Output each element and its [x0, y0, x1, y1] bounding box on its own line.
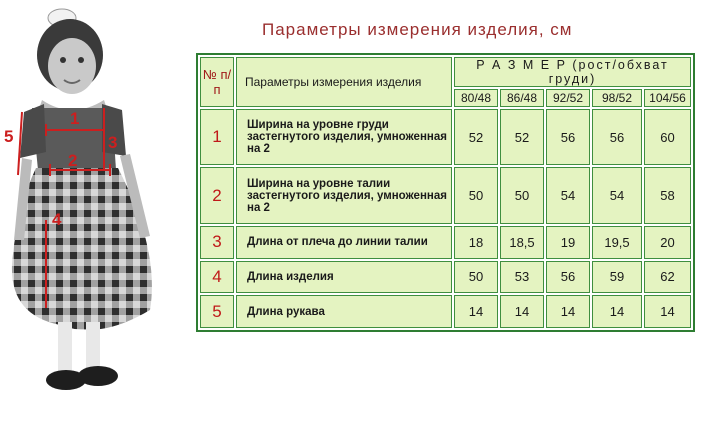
table-cell: 14	[454, 295, 498, 328]
table-cell: 58	[644, 167, 691, 223]
mark-label-3: 3	[108, 133, 118, 152]
table-row	[200, 167, 691, 223]
table-cell: 56	[546, 109, 590, 165]
table-cell: 19,5	[592, 226, 642, 259]
row-number: 3	[200, 226, 234, 259]
table-cell: 52	[500, 109, 544, 165]
table-cell: 14	[500, 295, 544, 328]
row-label: Длина рукава	[236, 295, 452, 328]
row-label: Длина изделия	[236, 261, 452, 294]
row-number: 1	[200, 109, 234, 165]
row-number: 4	[200, 261, 234, 294]
table-cell: 53	[500, 261, 544, 294]
row-label: Ширина на уровне талии застегнутого изделия, умноженная на 2	[236, 167, 452, 223]
table-cell: 50	[454, 167, 498, 223]
table-cell: 54	[546, 167, 590, 223]
table-cell: 56	[592, 109, 642, 165]
table-cell: 50	[500, 167, 544, 223]
table-cell: 14	[592, 295, 642, 328]
size-chart-table	[196, 53, 695, 332]
mark-label-5: 5	[4, 127, 14, 146]
size-col-header: 80/48	[454, 89, 498, 107]
mark-label-1: 1	[70, 109, 80, 128]
row-number: 5	[200, 295, 234, 328]
table-cell: 19	[546, 226, 590, 259]
table-cell: 50	[454, 261, 498, 294]
table-row	[200, 109, 691, 165]
row-label: Длина от плеча до линии талии	[236, 226, 452, 259]
table-cell: 20	[644, 226, 691, 259]
size-col-header: 86/48	[500, 89, 544, 107]
table-row	[200, 295, 691, 328]
table-cell: 18	[454, 226, 498, 259]
page-title: Параметры измерения изделия, см	[262, 20, 573, 39]
mark-label-4: 4	[52, 210, 62, 229]
row-label: Ширина на уровне груди застегнутого изделия, умноженная на 2	[236, 109, 452, 165]
row-number: 2	[200, 167, 234, 223]
param-header: Параметры измерения изделия	[236, 57, 452, 107]
table-cell: 52	[454, 109, 498, 165]
size-col-header: 92/52	[546, 89, 590, 107]
dress-photo	[0, 0, 195, 416]
table-row	[200, 226, 691, 259]
mark-label-2: 2	[68, 151, 78, 170]
num-header: № п/п	[200, 57, 234, 107]
table-row	[200, 261, 691, 294]
size-col-header: 104/56	[644, 89, 691, 107]
table-cell: 14	[644, 295, 691, 328]
size-header: Р А З М Е Р (рост/обхват груди)	[454, 57, 691, 87]
table-cell: 60	[644, 109, 691, 165]
table-cell: 18,5	[500, 226, 544, 259]
table-cell: 62	[644, 261, 691, 294]
table-cell: 14	[546, 295, 590, 328]
table-cell: 56	[546, 261, 590, 294]
size-col-header: 98/52	[592, 89, 642, 107]
table-cell: 59	[592, 261, 642, 294]
table-cell: 54	[592, 167, 642, 223]
